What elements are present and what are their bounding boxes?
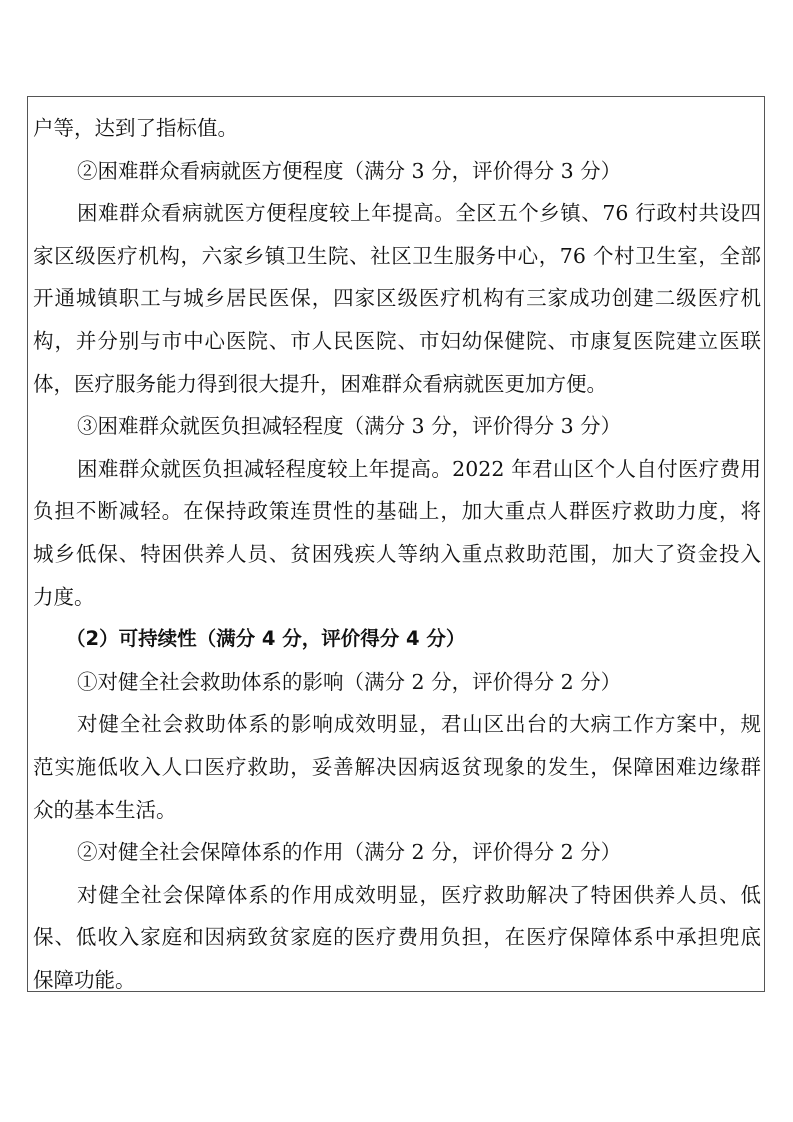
text-line: 体，医疗服务能力得到很大提升，困难群众看病就医更加方便。 [33, 371, 607, 396]
text-line: 负担不断减轻。在保持政策连贯性的基础上，加大重点人群医疗救助力度，将 [33, 499, 761, 524]
document-body [33, 107, 761, 1001]
document-frame [27, 96, 765, 992]
paragraph [33, 874, 761, 1002]
paragraph [33, 448, 761, 618]
subsection-heading [33, 831, 761, 874]
text-line: 困难群众就医负担减轻程度较上年提高。2022 年君山区个人自付医疗费用 [77, 456, 761, 481]
text-line: 构，并分别与市中心医院、市人民医院、市妇幼保健院、市康复医院建立医联 [33, 328, 761, 353]
subsection-heading [33, 405, 761, 448]
section-heading [33, 618, 761, 661]
text-line: 保、低收入家庭和因病致贫家庭的医疗费用负担，在医疗保障体系中承担兜底 [33, 925, 761, 950]
text-line: 对健全社会救助体系的影响成效明显，君山区出台的大病工作方案中，规 [77, 712, 761, 737]
text-line: ③困难群众就医负担减轻程度（满分 3 分，评价得分 3 分） [77, 414, 622, 439]
text-line: 范实施低收入人口医疗救助，妥善解决因病返贫现象的发生，保障困难边缘群 [33, 754, 761, 779]
text-line: 众的基本生活。 [33, 797, 177, 822]
text-line: ②困难群众看病就医方便程度（满分 3 分，评价得分 3 分） [77, 158, 622, 183]
text-line: ①对健全社会救助体系的影响（满分 2 分，评价得分 2 分） [77, 669, 622, 694]
text-line: 家区级医疗机构，六家乡镇卫生院、社区卫生服务中心，76 个村卫生室，全部 [33, 243, 761, 268]
text-line: 开通城镇职工与城乡居民医保，四家区级医疗机构有三家成功创建二级医疗机 [33, 286, 761, 311]
text-line: 保障功能。 [33, 967, 136, 992]
text-line: 城乡低保、特困供养人员、贫困残疾人等纳入重点救助范围，加大了资金投入 [33, 541, 761, 566]
paragraph [33, 703, 761, 831]
text-line: （2）可持续性（满分 4 分，评价得分 4 分） [66, 627, 466, 651]
text-line: 户等，达到了指标值。 [33, 116, 238, 140]
subsection-heading [33, 661, 761, 704]
paragraph [33, 107, 761, 150]
text-line: 困难群众看病就医方便程度较上年提高。全区五个乡镇、76 行政村共设四 [77, 201, 761, 226]
text-line: ②对健全社会保障体系的作用（满分 2 分，评价得分 2 分） [77, 840, 622, 865]
text-line: 对健全社会保障体系的作用成效明显，医疗救助解决了特困供养人员、低 [77, 882, 761, 907]
text-line: 力度。 [33, 584, 95, 609]
subsection-heading [33, 150, 761, 193]
paragraph [33, 192, 761, 405]
